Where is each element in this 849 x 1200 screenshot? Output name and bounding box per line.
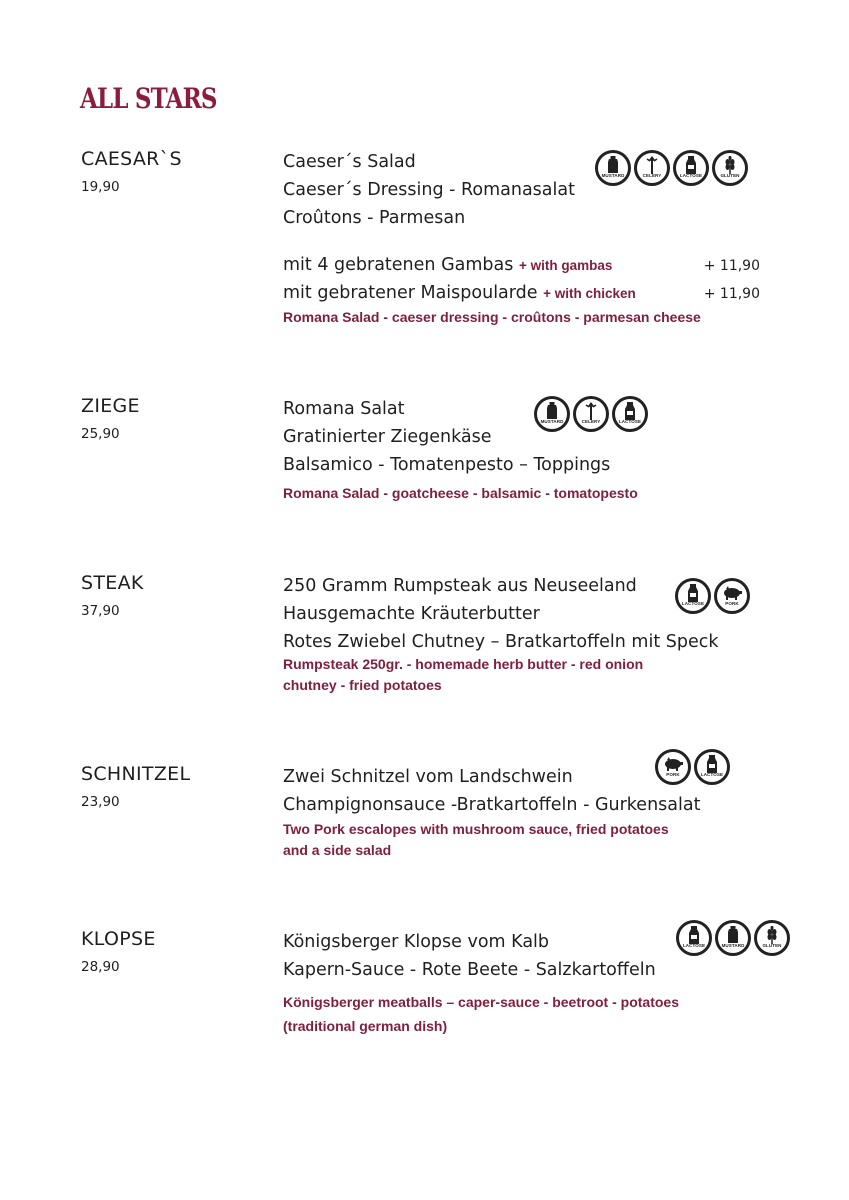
dish-name: CAESAR`S bbox=[81, 148, 182, 170]
description-line: Romana Salat bbox=[283, 399, 405, 419]
extra-tag: + with gambas bbox=[518, 258, 613, 273]
english-line: and a side salad bbox=[283, 842, 392, 858]
allergen-icons bbox=[534, 396, 648, 432]
lactose-icon: LACTOSE bbox=[675, 578, 711, 614]
dish-price: 28,90 bbox=[81, 959, 120, 975]
dish-name: STEAK bbox=[81, 572, 144, 594]
description-line: Gratinierter Ziegenkäse bbox=[283, 427, 492, 447]
lactose-icon: LACTOSE bbox=[673, 150, 709, 186]
dish-price: 19,90 bbox=[81, 179, 120, 195]
description-line: 250 Gramm Rumpsteak aus Neuseeland bbox=[283, 576, 637, 596]
allergen-icons bbox=[595, 150, 748, 186]
lactose-icon: LACTOSE bbox=[676, 920, 712, 956]
allergen-icons bbox=[676, 920, 790, 956]
extra-text: mit gebratener Maispoularde bbox=[283, 283, 538, 303]
dish-name: ZIEGE bbox=[81, 395, 140, 417]
description-line: Rotes Zwiebel Chutney – Bratkartoffeln mit Speck bbox=[283, 632, 719, 652]
english-line: chutney - fried potatoes bbox=[283, 677, 442, 693]
pork-icon: PORK bbox=[655, 749, 691, 785]
english-description: Romana Salad - caeser dressing - croûtons - parmesan cheese bbox=[283, 309, 701, 325]
description-line: Kapern-Sauce - Rote Beete - Salzkartoffeln bbox=[283, 960, 656, 980]
mustard-icon: MUSTARD bbox=[534, 396, 570, 432]
dish-price: 23,90 bbox=[81, 794, 120, 810]
description-line: Zwei Schnitzel vom Landschwein bbox=[283, 767, 573, 787]
description-line: Balsamico - Tomatenpesto – Toppings bbox=[283, 455, 611, 475]
dish-name: SCHNITZEL bbox=[81, 763, 191, 785]
extra-price: + 11,90 bbox=[703, 258, 760, 274]
english-line: Königsberger meatballs – caper-sauce - beetroot - potatoes bbox=[283, 994, 679, 1010]
extra-text: mit 4 gebratenen Gambas bbox=[283, 255, 514, 275]
dish-description bbox=[283, 572, 718, 656]
gluten-icon: GLUTEN bbox=[712, 150, 748, 186]
celery-icon: CELERY bbox=[634, 150, 670, 186]
english-description bbox=[283, 990, 679, 1038]
description-line: Croûtons - Parmesan bbox=[283, 208, 466, 228]
mustard-icon: MUSTARD bbox=[715, 920, 751, 956]
english-line: (traditional german dish) bbox=[283, 1018, 448, 1034]
allergen-icons bbox=[675, 578, 750, 614]
english-description bbox=[283, 654, 643, 696]
extra-tag: + with chicken bbox=[543, 286, 636, 301]
extra-option bbox=[283, 255, 612, 275]
english-description: Romana Salad - goatcheese - balsamic - tomatopesto bbox=[283, 485, 638, 501]
dish-description bbox=[283, 928, 656, 984]
english-description bbox=[283, 819, 669, 861]
lactose-icon: LACTOSE bbox=[612, 396, 648, 432]
mustard-icon: MUSTARD bbox=[595, 150, 631, 186]
gluten-icon: GLUTEN bbox=[754, 920, 790, 956]
dish-price: 25,90 bbox=[81, 426, 120, 442]
english-line: Two Pork escalopes with mushroom sauce, fried potatoes bbox=[283, 821, 669, 837]
allergen-icons bbox=[655, 749, 730, 785]
description-line: Hausgemachte Kräuterbutter bbox=[283, 604, 540, 624]
dish-price: 37,90 bbox=[81, 603, 120, 619]
extra-price: + 11,90 bbox=[703, 286, 760, 302]
dish-description bbox=[283, 763, 700, 819]
description-line: Königsberger Klopse vom Kalb bbox=[283, 932, 550, 952]
dish-description bbox=[283, 148, 575, 232]
extra-option bbox=[283, 283, 636, 303]
section-title: ALL STARS bbox=[80, 82, 217, 115]
lactose-icon: LACTOSE bbox=[694, 749, 730, 785]
english-line: Rumpsteak 250gr. - homemade herb butter - red onion bbox=[283, 656, 644, 672]
description-line: Champignonsauce -Bratkartoffeln - Gurkensalat bbox=[283, 795, 701, 815]
celery-icon: CELERY bbox=[573, 396, 609, 432]
pork-icon: PORK bbox=[714, 578, 750, 614]
description-line: Caeser´s Salad bbox=[283, 152, 416, 172]
dish-name: KLOPSE bbox=[81, 928, 156, 950]
description-line: Caeser´s Dressing - Romanasalat bbox=[283, 180, 575, 200]
